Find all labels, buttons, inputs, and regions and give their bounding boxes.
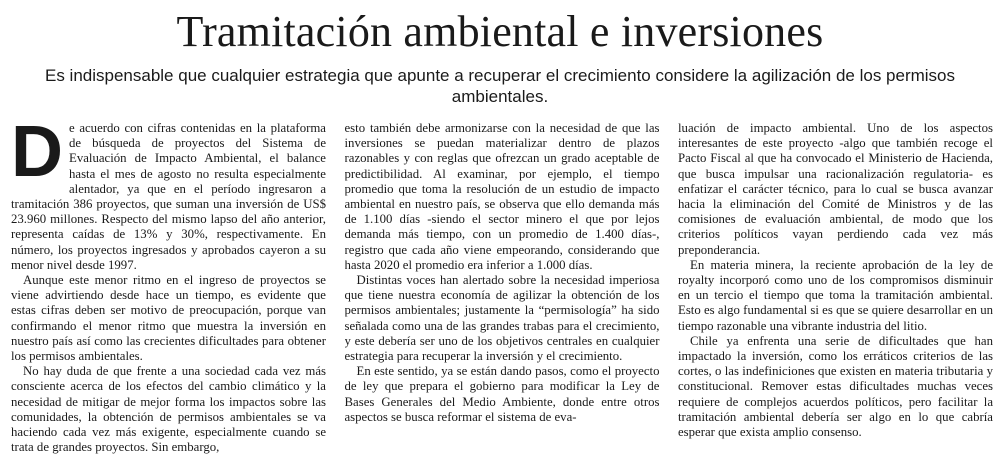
paragraph: luación de impacto ambiental. Uno de los aspectos interesantes de este proyecto -algo que también recoge el Pacto Fiscal al que ha convocado el Ministerio de Hacienda, que busca impulsar una racionalización regulatoria- es enfatizar el carácter técnico, para lo cual se busca avanzar hacia la eliminación del Comité de Ministros y de las comisiones de evaluación ambiental, de modo que los criterios políticos vayan perdiendo cada vez más preponderancia. [678, 121, 993, 257]
column-2 [345, 121, 660, 466]
paragraph: Aunque este menor ritmo en el ingreso de proyectos se viene advirtiendo desde hace un tiempo, es evidente que estas cifras deben ser motivo de preocupación, porque van confirmando el menor ritmo que muestra la inversión en nuestro país así como las crecientes dificultades para obtener los permisos ambientales. [11, 273, 326, 364]
paragraph: Distintas voces han alertado sobre la necesidad imperiosa que tiene nuestra economía de agilizar la obtención de los permisos ambientales; justamente la “permisología” ha sido señalada como una de las grandes trabas para el crecimiento, y este debería ser uno de los objetivos centrales en cualquier estrategia para recuperar la inversión y el crecimiento. [344, 273, 660, 364]
article-body [11, 121, 993, 466]
article-title: Tramitación ambiental e inversiones [176, 7, 824, 56]
paragraph: Chile ya enfrenta una serie de dificultades que han impactado la inversión, como los erráticos criterios de las cortes, o las indefiniciones que existen en materia tributaria y constitucional. Remover estas dificultades muchas veces requiere de complejos acuerdos políticos, pero facilitar la tramitación ambiental debería ser algo en lo que cabría esperar que exista amplio consenso. [678, 333, 993, 440]
paragraph: En este sentido, ya se están dando pasos, como el proyecto de ley que prepara el gobierno para modificar la Ley de Bases Generales del Medio Ambiente, donde entre otros aspectos se busca reformar el sistema de eva- [344, 364, 660, 424]
paragraph: En materia minera, la reciente aprobación de la ley de royalty incorporó como uno de los compromisos disminuir en un tercio el tiempo que toma la tramitación ambiental. Esto es algo fundamental si es que se quiere desarrollar en un tiempo razonable una vibrante industria del litio. [678, 257, 993, 333]
paragraph: No hay duda de que frente a una sociedad cada vez más consciente acerca de los efectos del cambio climático y la necesidad de mitigar de mejor forma los impactos sobre las comunidades, la obtención de permisos ambientales se va haciendo cada vez más exigente, especialmente cuando se trata de grandes proyectos. Sin embargo, [11, 364, 326, 455]
paragraph [11, 121, 326, 273]
paragraph: esto también debe armonizarse con la necesidad de que las inversiones se puedan materializar dentro de plazos razonables y con reglas que ofrezcan un grado aceptable de predictibilidad. Al examinar, por ejemplo, el tiempo promedio que toma la resolución de un estudio de impacto ambiental en nuestro país, se observa que ello demanda más de 1.100 días -siendo el sector minero el que por lejos demanda más tiempo, con un promedio de 1.400 días-, registro que cada año viene empeorando, considerando que hasta 2020 el promedio era inferior a 1.000 días. [344, 121, 660, 272]
drop-cap: D [11, 121, 63, 192]
paragraph-text: e acuerdo con cifras contenidas en la plataforma de búsqueda de proyectos del Sistema de Evaluación de Impacto Ambiental, el balance hasta el mes de agosto no resulta especialmente alentador, ya que en el período ingresaron a tramitación 386 proyectos, que suman una inversión de US$ 23.960 millones. Respecto del mismo lapso del año anterior, representa caídas de 13% y 30%, respectivamente. En número, los proyectos ingresados y aprobados cayeron a su menor nivel desde 1997. [11, 121, 326, 272]
column-1 [11, 121, 326, 466]
article-subtitle: Es indispensable que cualquier estrategia que apunte a recuperar el crecimiento considere la agilización de los permisos ambientales. [44, 66, 956, 106]
column-3 [678, 121, 993, 466]
